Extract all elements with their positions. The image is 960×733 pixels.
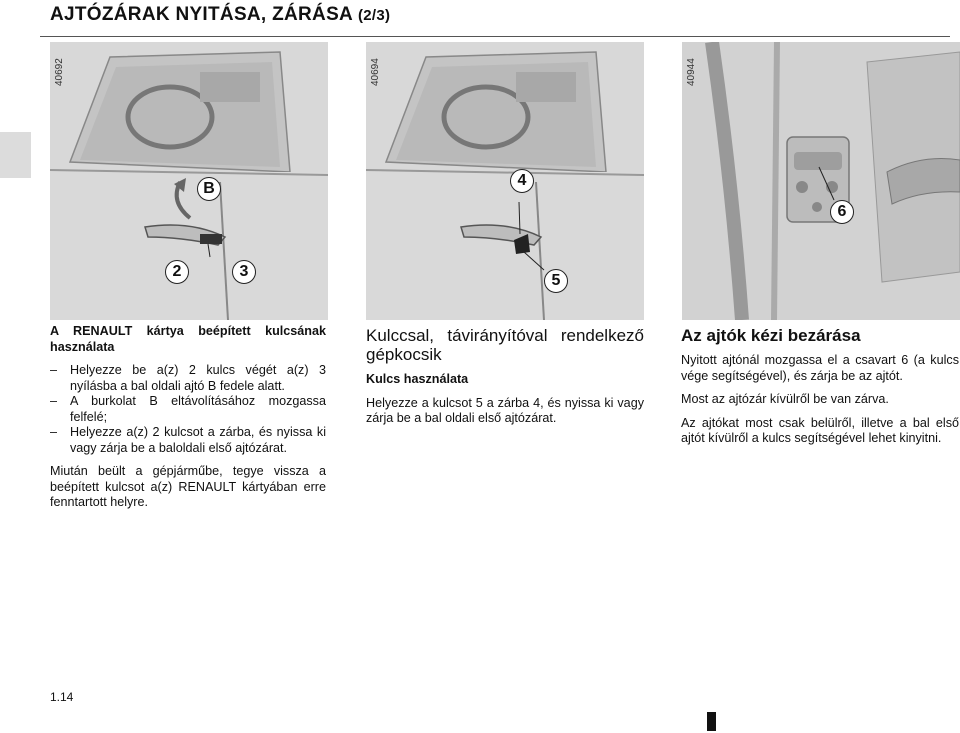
- section-heading: Kulccsal, távirányítóval rendelkező gépkocsik: [366, 326, 644, 364]
- list-item-text: Helyezze a(z) 2 kulcsot a zárba, és nyissa ki vagy zárja be a baloldali első ajtózárat.: [70, 425, 326, 455]
- body-paragraph: Az ajtókat most csak belülről, illetve a bal első ajtót kívülről a kulcs segítségével lehet kinyitni.: [681, 415, 959, 445]
- page-title: [50, 4, 390, 26]
- section-subheading: Kulcs használata: [366, 372, 469, 386]
- page-title-text: AJTÓZÁRAK NYITÁSA, ZÁRÁSA: [50, 4, 353, 25]
- callout-3: 3: [232, 260, 256, 284]
- section-heading: A RENAULT kártya beépített kulcsának használata: [50, 324, 326, 354]
- body-paragraph: Nyitott ajtónál mozgassa el a csavart 6 (a kulcs vége segítségével), és zárja be az ajtót.: [681, 353, 959, 383]
- section-heading: Az ajtók kézi bezárása: [681, 326, 861, 345]
- callout-2: 2: [165, 260, 189, 284]
- page-title-suffix: (2/3): [357, 7, 391, 24]
- callout-4: 4: [510, 169, 534, 193]
- column-manual-lock: [681, 326, 959, 455]
- callout-6: 6: [830, 200, 854, 224]
- header-rule: [40, 36, 950, 37]
- body-paragraph: Most az ajtózár kívülről be van zárva.: [681, 392, 889, 406]
- list-item: – Helyezze a(z) 2 kulcsot a zárba, és nyissa ki vagy zárja be a baloldali első ajtózárat.: [50, 425, 326, 455]
- list-item: – Helyezze be a(z) 2 kulcs végét a(z) 3 nyílásba a bal oldali ajtó B fedele alatt.: [50, 363, 326, 393]
- list-item-text: Helyezze be a(z) 2 kulcs végét a(z) 3 nyílásba a bal oldali ajtó B fedele alatt.: [70, 363, 326, 393]
- figure-id-label: 40692: [54, 58, 65, 86]
- section-end-marker: [707, 712, 716, 731]
- instruction-list: [50, 363, 326, 456]
- body-paragraph: Helyezze a kulcsot 5 a zárba 4, és nyissa ki vagy zárja be a bal oldali első ajtózárat.: [366, 395, 644, 425]
- column-remote-key: [366, 326, 644, 435]
- page-number: 1.14: [50, 690, 74, 704]
- body-paragraph: Miután beült a gépjárműbe, tegye vissza a beépített kulcsot a(z) RENAULT kártyában erre fenntartott helyre.: [50, 464, 326, 509]
- figure-door-lock-screw: [682, 42, 960, 320]
- section-side-tab: [0, 132, 31, 178]
- car-door-illustration: [366, 42, 644, 320]
- figure-key-in-lock: [366, 42, 644, 320]
- figure-id-label: 40944: [686, 58, 697, 86]
- list-item: – A burkolat B eltávolításához mozgassa felfelé;: [50, 394, 326, 424]
- figure-card-key-insertion: [50, 42, 328, 320]
- column-card-key: [50, 324, 326, 519]
- list-item-text: A burkolat B eltávolításához mozgassa felfelé;: [70, 394, 326, 424]
- callout-5: 5: [544, 269, 568, 293]
- door-latch-illustration: [682, 42, 960, 320]
- car-door-illustration: [50, 42, 328, 320]
- callout-b: B: [197, 177, 221, 201]
- figure-id-label: 40694: [370, 58, 381, 86]
